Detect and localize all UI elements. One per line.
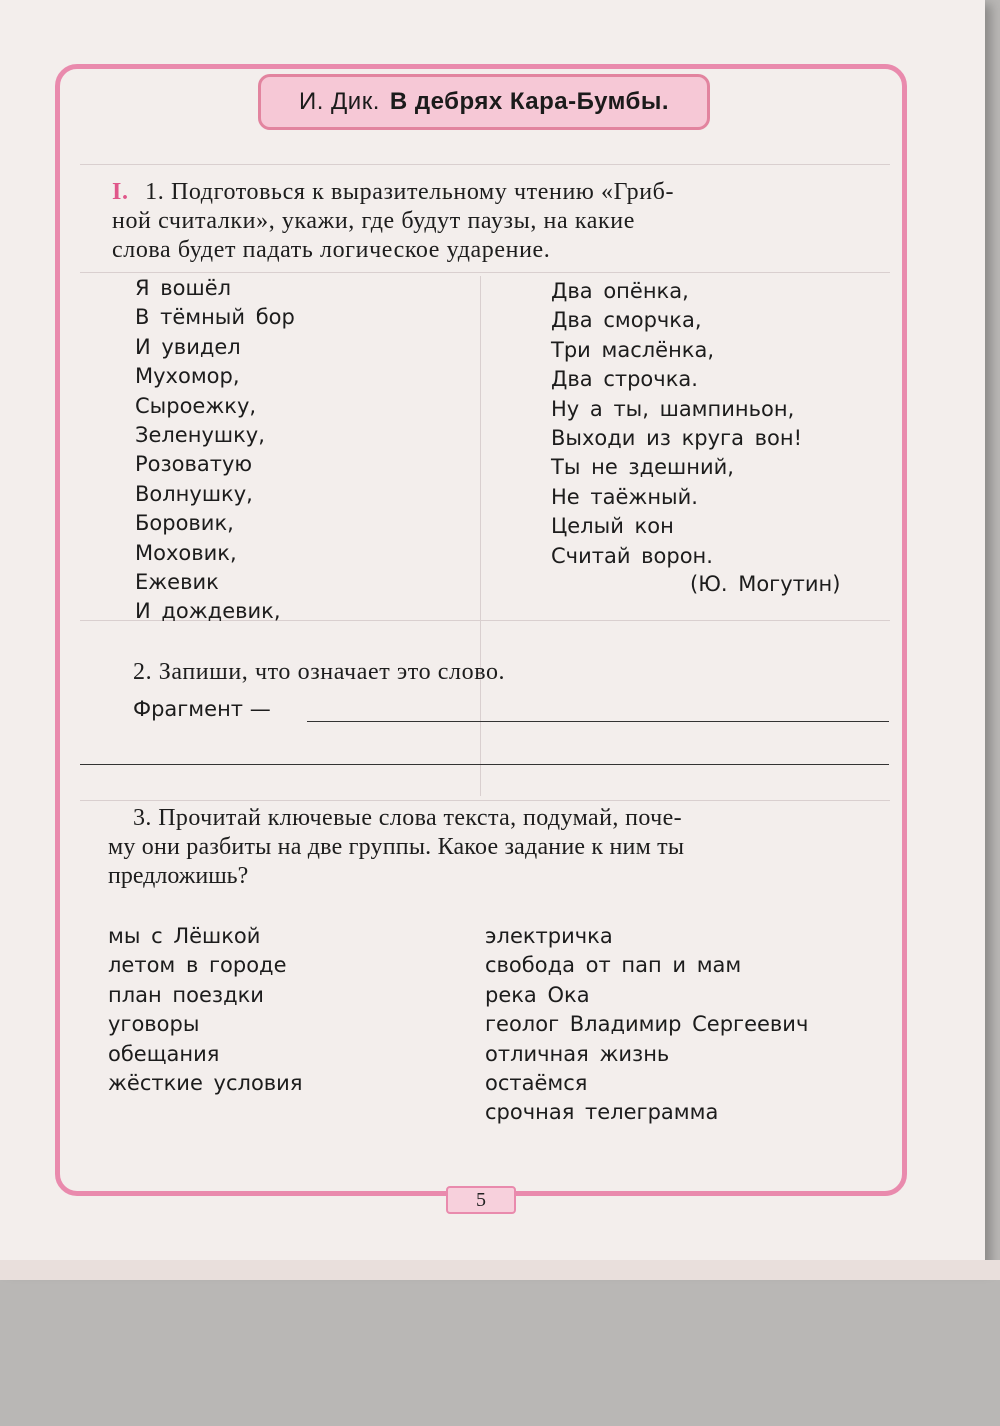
poem-line: Два сморчка, (551, 308, 702, 333)
poem-line: Целый кон (551, 514, 674, 539)
title-author: И. Дик. (298, 88, 380, 115)
task-3-line-2: му они разбиты на две группы. Какое задание к ним ты (108, 834, 685, 860)
keyword: план поездки (108, 982, 264, 1007)
section-marker: I. (112, 179, 129, 205)
keyword: уговоры (108, 1012, 200, 1037)
poem-line: Выходи из круга вон! (551, 426, 802, 451)
chapter-title-box (258, 74, 710, 130)
poem-line: Не таёжный. (551, 484, 698, 509)
keywords-group-right (485, 922, 808, 1128)
poem-line: Два строчка. (551, 367, 698, 392)
keyword: геолог Владимир Сергеевич (485, 1012, 809, 1037)
poem-line: Волнушку, (135, 481, 253, 506)
poem-line: Боровик, (135, 511, 234, 536)
poem-right-column (551, 277, 802, 571)
poem-line: Ты не здешний, (551, 455, 734, 480)
title-text: В дебрях Кара-Бумбы. (389, 88, 670, 115)
poem-line: Считай ворон. (551, 543, 713, 568)
task-2-word: Фрагмент — (133, 697, 271, 721)
keyword: остаёмся (485, 1071, 588, 1096)
poem-line: Мухомор, (135, 364, 240, 389)
keyword: свобода от пап и мам (485, 953, 742, 978)
task-3-cont (108, 833, 878, 891)
poem-line: Ежевик (135, 570, 219, 595)
poem-line: Моховик, (135, 540, 237, 565)
poem-line: И дождевик, (135, 599, 281, 624)
answer-line[interactable] (307, 721, 889, 722)
poem-line: Три маслёнка, (551, 337, 715, 362)
keyword: река Ока (485, 982, 590, 1007)
page-number: 5 (446, 1186, 516, 1214)
poem-line: Ну а ты, шампиньон, (551, 396, 795, 421)
keyword: электричка (485, 924, 613, 948)
keyword: мы с Лёшкой (108, 924, 261, 948)
task-3-line-1: 3. Прочитай ключевые слова текста, подумай, поче- (133, 805, 683, 831)
keyword: отличная жизнь (485, 1041, 670, 1066)
page-edge (0, 1260, 1000, 1280)
task-3-line-3: предложишь? (108, 863, 249, 889)
poem-line: Два опёнка, (551, 279, 689, 303)
poem-line: Сыроежку, (135, 393, 257, 418)
task-2-prompt: 2. Запиши, что означает это слово. (133, 659, 506, 685)
poem-author: (Ю. Могутин) (690, 572, 841, 596)
answer-line[interactable] (80, 764, 889, 765)
poem-line: Я вошёл (135, 276, 232, 300)
keyword: летом в городе (108, 953, 287, 978)
poem-left-column (135, 274, 295, 627)
keyword: обещания (108, 1041, 220, 1066)
poem-line: И увидел (135, 334, 241, 359)
task-1-line-3: слова будет падать логическое ударение. (112, 237, 551, 263)
poem-line: В тёмный бор (135, 305, 295, 330)
task-1-line-2: ной считалки», укажи, где будут паузы, на какие (112, 208, 635, 234)
task-1-line-1: 1. Подготовься к выразительному чтению «Гриб- (145, 179, 675, 205)
keyword: жёсткие условия (108, 1071, 303, 1096)
poem-line: Зеленушку, (135, 423, 265, 448)
poem-line: Розоватую (135, 452, 253, 477)
keywords-group-left (108, 922, 302, 1098)
task-3 (133, 804, 873, 833)
task-1 (112, 178, 872, 265)
keyword: срочная телеграмма (485, 1100, 719, 1125)
